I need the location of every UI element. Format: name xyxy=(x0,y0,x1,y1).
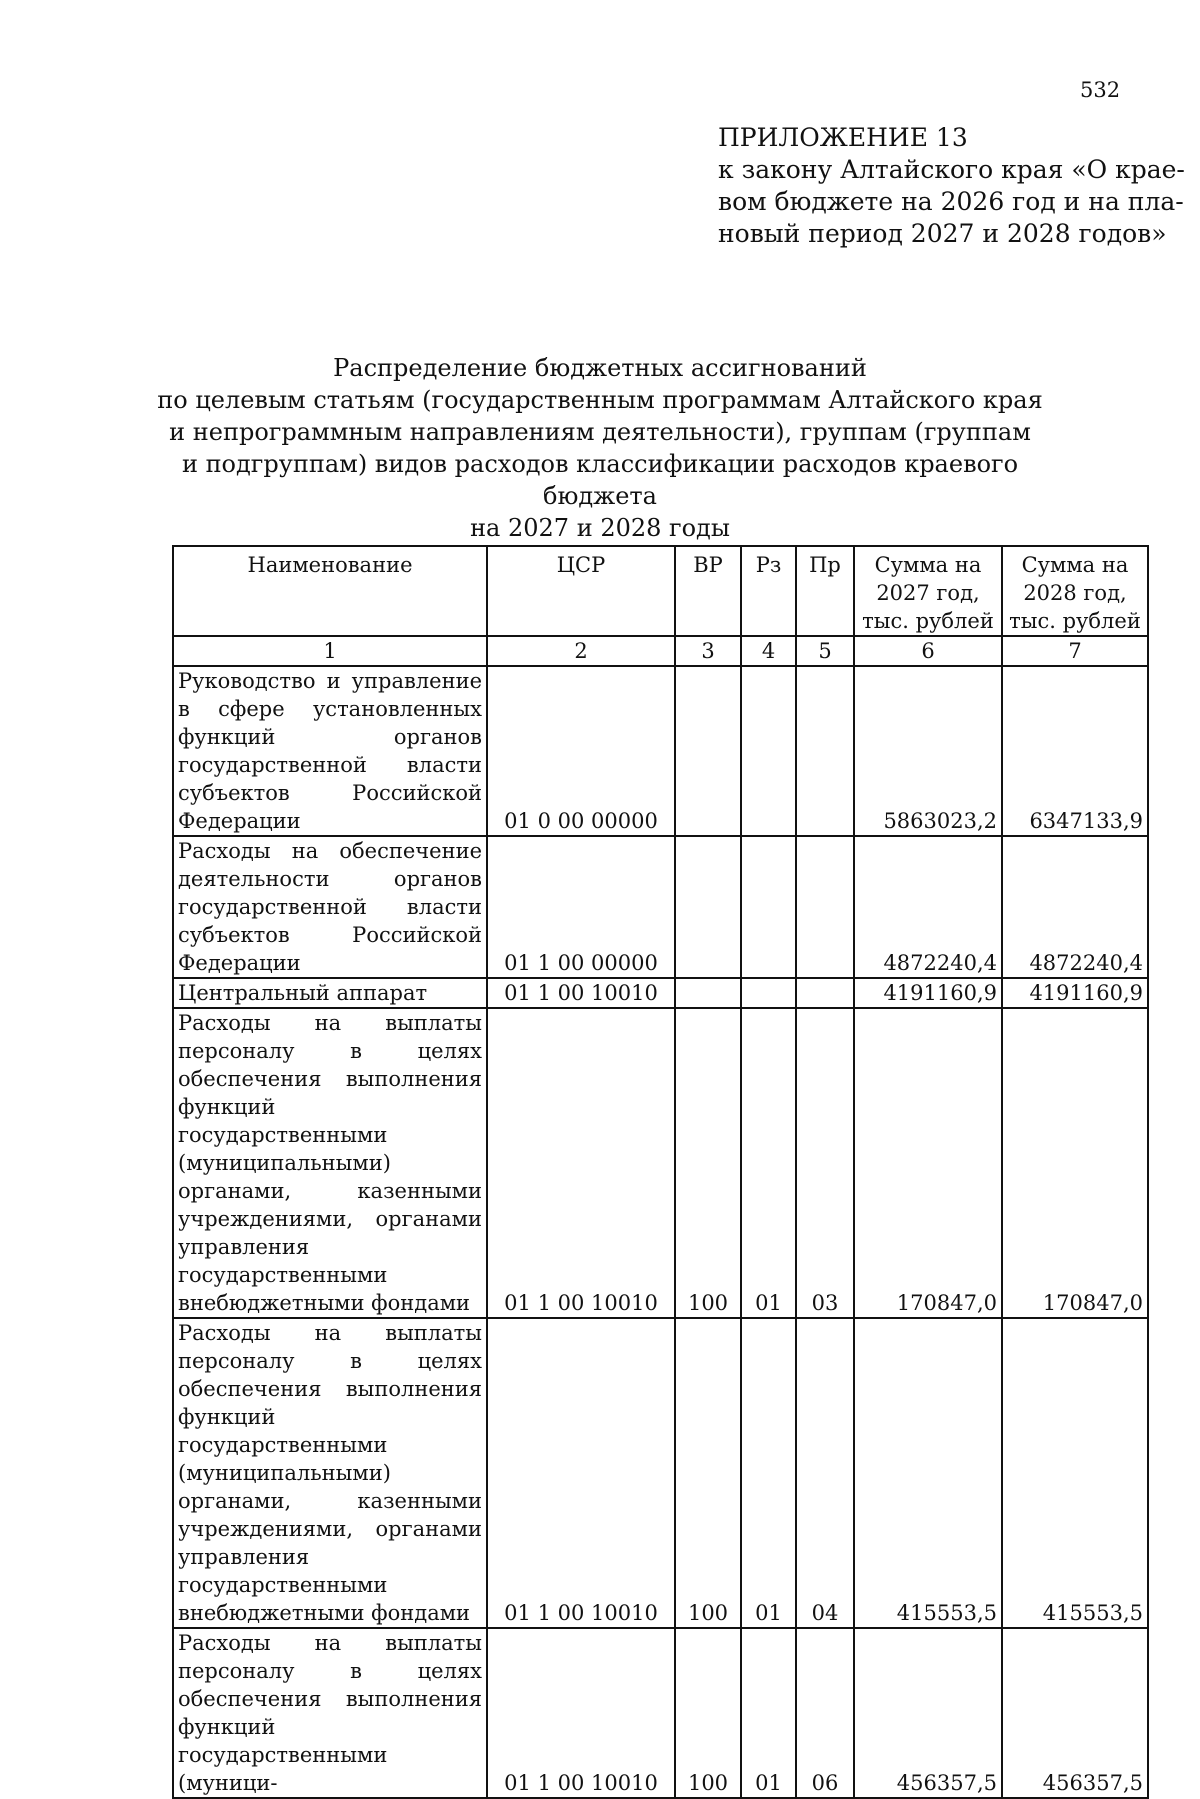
column-number: 4 xyxy=(741,636,796,666)
row-sum-2027: 4191160,9 xyxy=(854,978,1002,1008)
table-row xyxy=(173,666,1148,836)
page-number: 532 xyxy=(1080,78,1121,102)
row-rz: 01 xyxy=(741,1318,796,1628)
column-number-row xyxy=(173,636,1148,666)
row-vr xyxy=(675,836,741,978)
header-rz: Рз xyxy=(741,546,796,636)
row-pr: 06 xyxy=(796,1628,854,1798)
table-row xyxy=(173,1318,1148,1628)
title-line: и непрограммным направлениям деятельности), группам (группам xyxy=(169,418,1031,446)
column-number: 6 xyxy=(854,636,1002,666)
row-sum-2028: 456357,5 xyxy=(1002,1628,1148,1798)
row-rz: 01 xyxy=(741,1008,796,1318)
row-sum-2027: 415553,5 xyxy=(854,1318,1002,1628)
column-number: 7 xyxy=(1002,636,1148,666)
row-pr xyxy=(796,666,854,836)
row-name: Центральный аппарат xyxy=(173,978,487,1008)
document-title xyxy=(150,352,1050,544)
row-csr: 01 1 00 10010 xyxy=(487,1628,675,1798)
row-sum-2027: 4872240,4 xyxy=(854,836,1002,978)
appendix-line: к закону Алтайского края «О крае- xyxy=(718,155,1185,184)
header-vr: ВР xyxy=(675,546,741,636)
row-csr: 01 1 00 10010 xyxy=(487,1008,675,1318)
row-sum-2028: 170847,0 xyxy=(1002,1008,1148,1318)
title-line: и подгруппам) видов расходов классификации расходов краевого бюджета xyxy=(181,450,1019,510)
row-sum-2028: 6347133,9 xyxy=(1002,666,1148,836)
row-pr xyxy=(796,978,854,1008)
title-line: Распределение бюджетных ассигнований xyxy=(333,354,867,382)
row-csr: 01 0 00 00000 xyxy=(487,666,675,836)
table-row xyxy=(173,978,1148,1008)
row-name: Расходы на выплаты персоналу в целях обеспечения выполнения функций государственными (муниципальными) органами, казенными учреждениями, органами управления государственными внебюджетными фондами xyxy=(173,1008,487,1318)
title-line: на 2027 и 2028 годы xyxy=(470,514,730,542)
row-vr: 100 xyxy=(675,1318,741,1628)
column-number: 3 xyxy=(675,636,741,666)
row-vr: 100 xyxy=(675,1628,741,1798)
row-vr xyxy=(675,666,741,836)
column-number: 1 xyxy=(173,636,487,666)
row-csr: 01 1 00 10010 xyxy=(487,1318,675,1628)
header-name: Наименование xyxy=(173,546,487,636)
budget-allocation-table xyxy=(172,545,1149,1799)
row-name: Руководство и управление в сфере установленных функций органов государственной власти субъектов Российской Федерации xyxy=(173,666,487,836)
table-row xyxy=(173,1628,1148,1798)
header-pr: Пр xyxy=(796,546,854,636)
table-row xyxy=(173,836,1148,978)
row-csr: 01 1 00 00000 xyxy=(487,836,675,978)
row-vr: 100 xyxy=(675,1008,741,1318)
row-sum-2027: 456357,5 xyxy=(854,1628,1002,1798)
header-sum-2028: Сумма на 2028 год, тыс. рублей xyxy=(1002,546,1148,636)
row-name: Расходы на выплаты персоналу в целях обеспечения выполнения функций государственными (муници- xyxy=(173,1628,487,1798)
appendix-heading: ПРИЛОЖЕНИЕ 13 xyxy=(718,123,968,152)
row-sum-2027: 5863023,2 xyxy=(854,666,1002,836)
row-sum-2028: 4191160,9 xyxy=(1002,978,1148,1008)
table-header-row xyxy=(173,546,1148,636)
row-name: Расходы на выплаты персоналу в целях обеспечения выполнения функций государственными (муниципальными) органами, казенными учреждениями, органами управления государственными внебюджетными фондами xyxy=(173,1318,487,1628)
header-csr: ЦСР xyxy=(487,546,675,636)
row-csr: 01 1 00 10010 xyxy=(487,978,675,1008)
row-pr: 03 xyxy=(796,1008,854,1318)
row-rz xyxy=(741,978,796,1008)
row-name: Расходы на обеспечение деятельности органов государственной власти субъектов Российской Федерации xyxy=(173,836,487,978)
appendix-line: вом бюджете на 2026 год и на пла- xyxy=(718,187,1184,216)
row-rz: 01 xyxy=(741,1628,796,1798)
row-rz xyxy=(741,666,796,836)
column-number: 5 xyxy=(796,636,854,666)
title-line: по целевым статьям (государственным программам Алтайского края xyxy=(157,386,1043,414)
row-sum-2028: 415553,5 xyxy=(1002,1318,1148,1628)
appendix-line: новый период 2027 и 2028 годов» xyxy=(718,219,1167,248)
row-pr xyxy=(796,836,854,978)
row-sum-2028: 4872240,4 xyxy=(1002,836,1148,978)
table-row xyxy=(173,1008,1148,1318)
column-number: 2 xyxy=(487,636,675,666)
row-sum-2027: 170847,0 xyxy=(854,1008,1002,1318)
row-rz xyxy=(741,836,796,978)
appendix-reference xyxy=(718,122,1185,250)
header-sum-2027: Сумма на 2027 год, тыс. рублей xyxy=(854,546,1002,636)
row-vr xyxy=(675,978,741,1008)
row-pr: 04 xyxy=(796,1318,854,1628)
